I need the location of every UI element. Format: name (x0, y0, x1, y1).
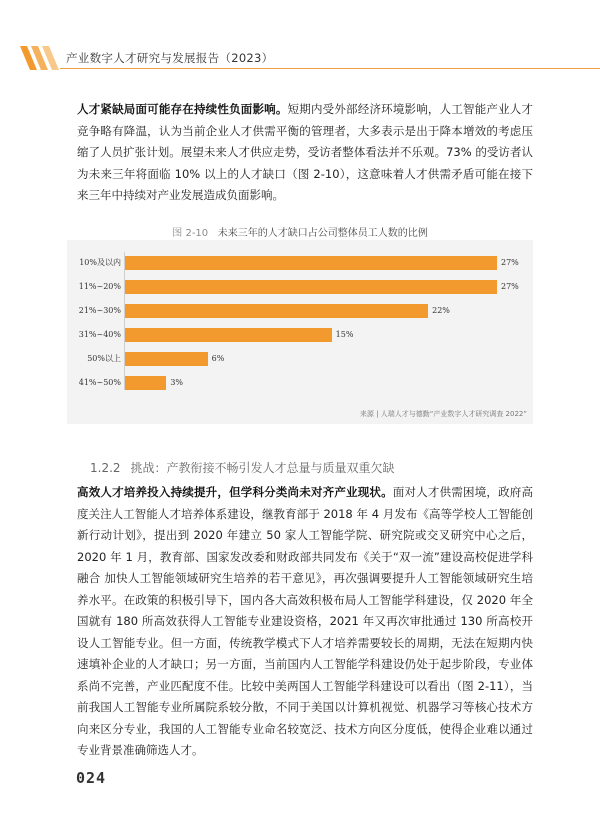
section-heading (90, 459, 395, 476)
chart-category-label: 21%~30% (78, 306, 121, 315)
chart-bar (125, 304, 428, 318)
chart-category-label: 31%~40% (78, 330, 121, 339)
chart-value-label: 15% (335, 330, 354, 339)
figure-number: 图 2-10 (172, 228, 209, 239)
figure-caption (0, 224, 600, 239)
paragraph-body: 短期内受外部经济环境影响，人工智能产业人才竞争略有降温，认为当前企业人才供需平衡的管理者，大多表示是出于降本增效的考虑压缩了人员扩张计划。展望未来人才供应走势，受访者整体看法并不乐观。73% 的受访者认为未来三年将面临 10% 以上的人才缺口（图 2-10），这意味着人才供需矛盾可能在接下来三年中持续对产业发展造成负面影响。 (77, 102, 534, 202)
running-header-title: 产业数字人才研究与发展报告（2023） (66, 51, 274, 65)
chart-bar-row (67, 328, 533, 342)
chart-category-label: 10%及以内 (79, 258, 121, 267)
chart-bar-row (67, 256, 533, 270)
paragraph-bold-lead: 人才紧缺局面可能存在持续性负面影响。 (77, 102, 288, 116)
section-title: 挑战：产教衔接不畅引发人才总量与质量双重欠缺 (130, 461, 395, 475)
chart-bar (125, 376, 166, 390)
chart-bar (125, 328, 332, 342)
page-number: 024 (76, 769, 107, 787)
chart-value-label: 6% (211, 354, 225, 363)
chart-value-label: 22% (432, 306, 450, 315)
chart-category-label: 41%~50% (78, 378, 121, 387)
section-number: 1.2.2 (90, 461, 121, 475)
chart-value-label: 27% (501, 258, 519, 267)
figure-title: 未来三年的人才缺口占公司整体员工人数的比例 (217, 228, 428, 239)
paragraph-body: 面对人才供需困境，政府高度关注人工智能人才培养体系建设，继教育部于 2018 年 4 月发布《高等学校人工智能创新行动计划》，提出到 2020 年建立 50 家人工智能学院、研究院或交叉研究中心之后，2020 年 1 月，教育部、国家发改委和财政部共同发布《关于“双一流”建设高校促进学科融合 加快人工智能领域研究生培养的若干意见》，再次强调要提升人工智能领域研究生培养水平。在政策的积极引导下，国内各大高效积极布局人工智能学科建设，仅 2020 年全国就有 180 所高效获得人工智能专业建设资格，2021 年又再次审批通过 130 所高校开设人工智能专业。但一方面，传统教学模式下人才培养需要较长的周期，无法在短期内快速填补企业的人才缺口；另一方面，当前国内人工智能学科建设仍处于起步阶段，专业体系尚不完善，产业匹配度不佳。比较中美两国人工智能学科建设可以看出（图 2-11），当前我国人工智能专业所属院系较分散，不同于美国以计算机视觉、机器学习等核心技术方向来区分专业，我国的人工智能专业命名较宽泛、技术方向区分度低，使得企业难以通过专业背景准确筛选人才。 (77, 485, 533, 757)
chart-bar-row (67, 352, 533, 366)
chart-bar (125, 280, 497, 294)
chart-bar (125, 256, 497, 270)
chart-axis-line (124, 252, 125, 390)
chart-value-label: 27% (501, 282, 519, 291)
chart-value-label: 3% (170, 378, 184, 387)
chart-category-label: 50%以上 (87, 354, 121, 363)
header-divider (60, 68, 600, 69)
bar-chart (67, 240, 533, 424)
chart-bar (125, 352, 208, 366)
chart-bar-row (67, 376, 533, 390)
chart-bar-row (67, 304, 533, 318)
paragraph-bold-lead: 高效人才培养投入持续提升，但学科分类尚未对齐产业现状。 (77, 485, 393, 499)
chart-source-note: 来源 | 人瑞人才与德勤“产业数字人才研究调查 2022” (359, 410, 527, 418)
chart-category-label: 11%~20% (78, 282, 121, 291)
paragraph-talent-cultivation (77, 482, 533, 762)
paragraph-talent-shortage (77, 99, 533, 207)
header-stripes-decoration (20, 46, 60, 70)
chart-bar-row (67, 280, 533, 294)
